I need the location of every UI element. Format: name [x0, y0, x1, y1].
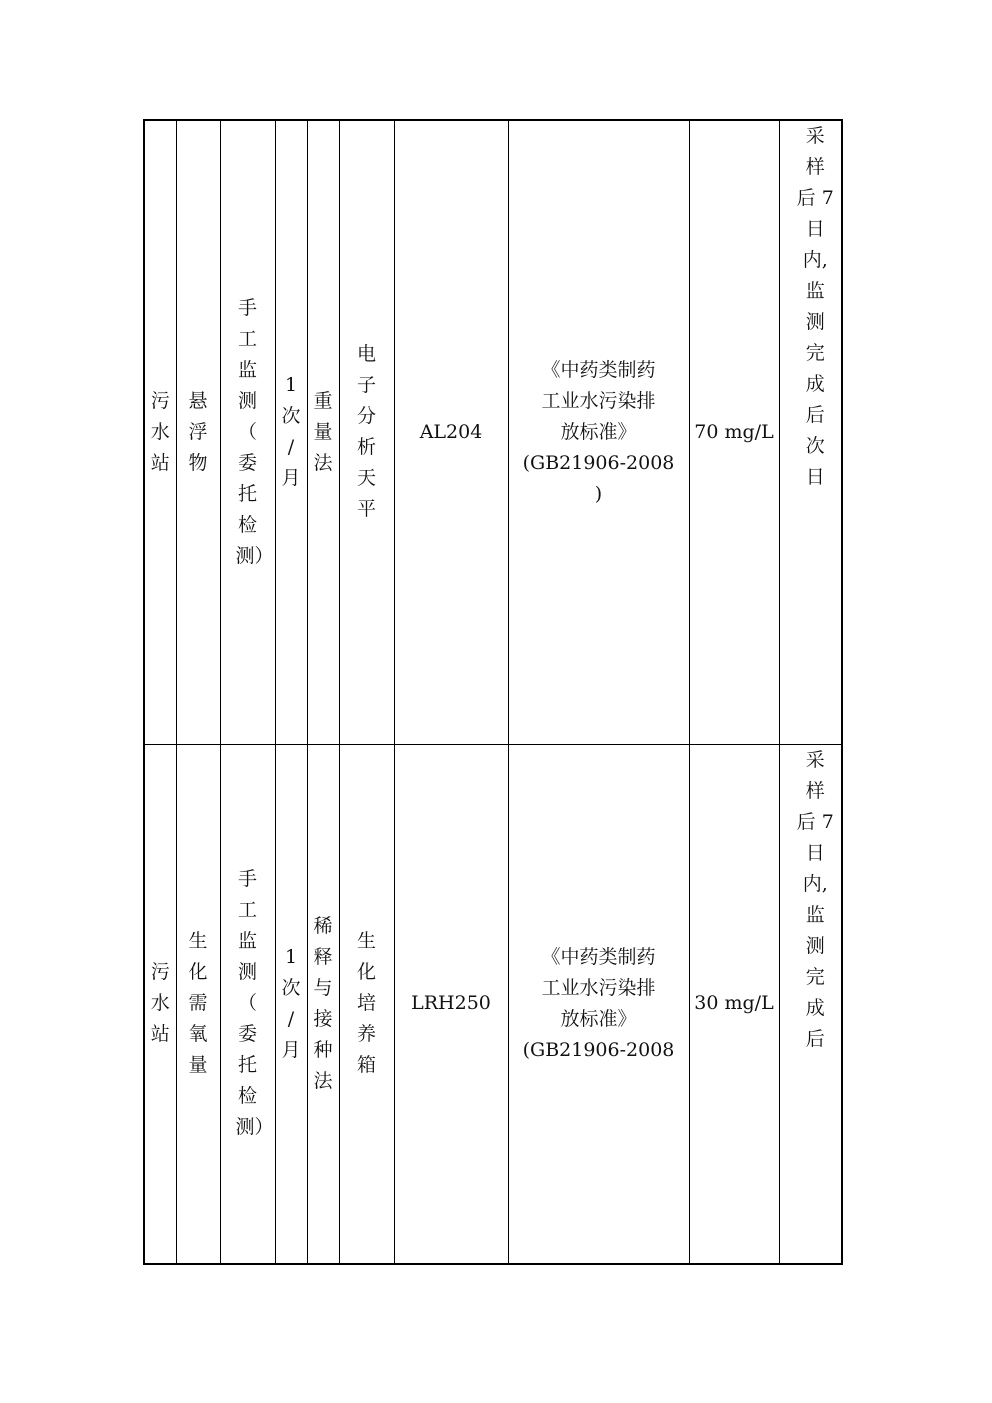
table-row — [144, 744, 842, 1264]
item-cell: 悬 浮 物 — [176, 120, 220, 744]
model-cell: AL204 — [394, 120, 508, 744]
method-cell: 稀 释 与 接 种 法 — [307, 744, 339, 1264]
limit-cell: 70 mg/L — [689, 120, 779, 744]
frequency-cell: 1 次 / 月 — [275, 120, 307, 744]
frequency-cell: 1 次 / 月 — [275, 744, 307, 1264]
model-cell: LRH250 — [394, 744, 508, 1264]
timing-cell: 采 样 后 7 日 内, 监 测 完 成 后 次 日 — [779, 120, 842, 744]
location-cell: 污 水 站 — [144, 120, 176, 744]
item-cell: 生 化 需 氧 量 — [176, 744, 220, 1264]
instrument-cell: 电 子 分 析 天 平 — [339, 120, 394, 744]
mode-cell: 手 工 监 测 （ 委 托 检 测） — [220, 120, 275, 744]
instrument-cell: 生 化 培 养 箱 — [339, 744, 394, 1264]
table-row — [144, 120, 842, 744]
location-cell: 污 水 站 — [144, 744, 176, 1264]
limit-cell: 30 mg/L — [689, 744, 779, 1264]
method-cell: 重 量 法 — [307, 120, 339, 744]
standard-cell: 《中药类制药 工业水污染排 放标准》 (GB21906-2008 — [508, 744, 689, 1264]
standard-cell: 《中药类制药 工业水污染排 放标准》 (GB21906-2008 ) — [508, 120, 689, 744]
timing-cell: 采 样 后 7 日 内, 监 测 完 成 后 — [779, 744, 842, 1264]
monitoring-table — [143, 119, 843, 1265]
mode-cell: 手 工 监 测 （ 委 托 检 测） — [220, 744, 275, 1264]
